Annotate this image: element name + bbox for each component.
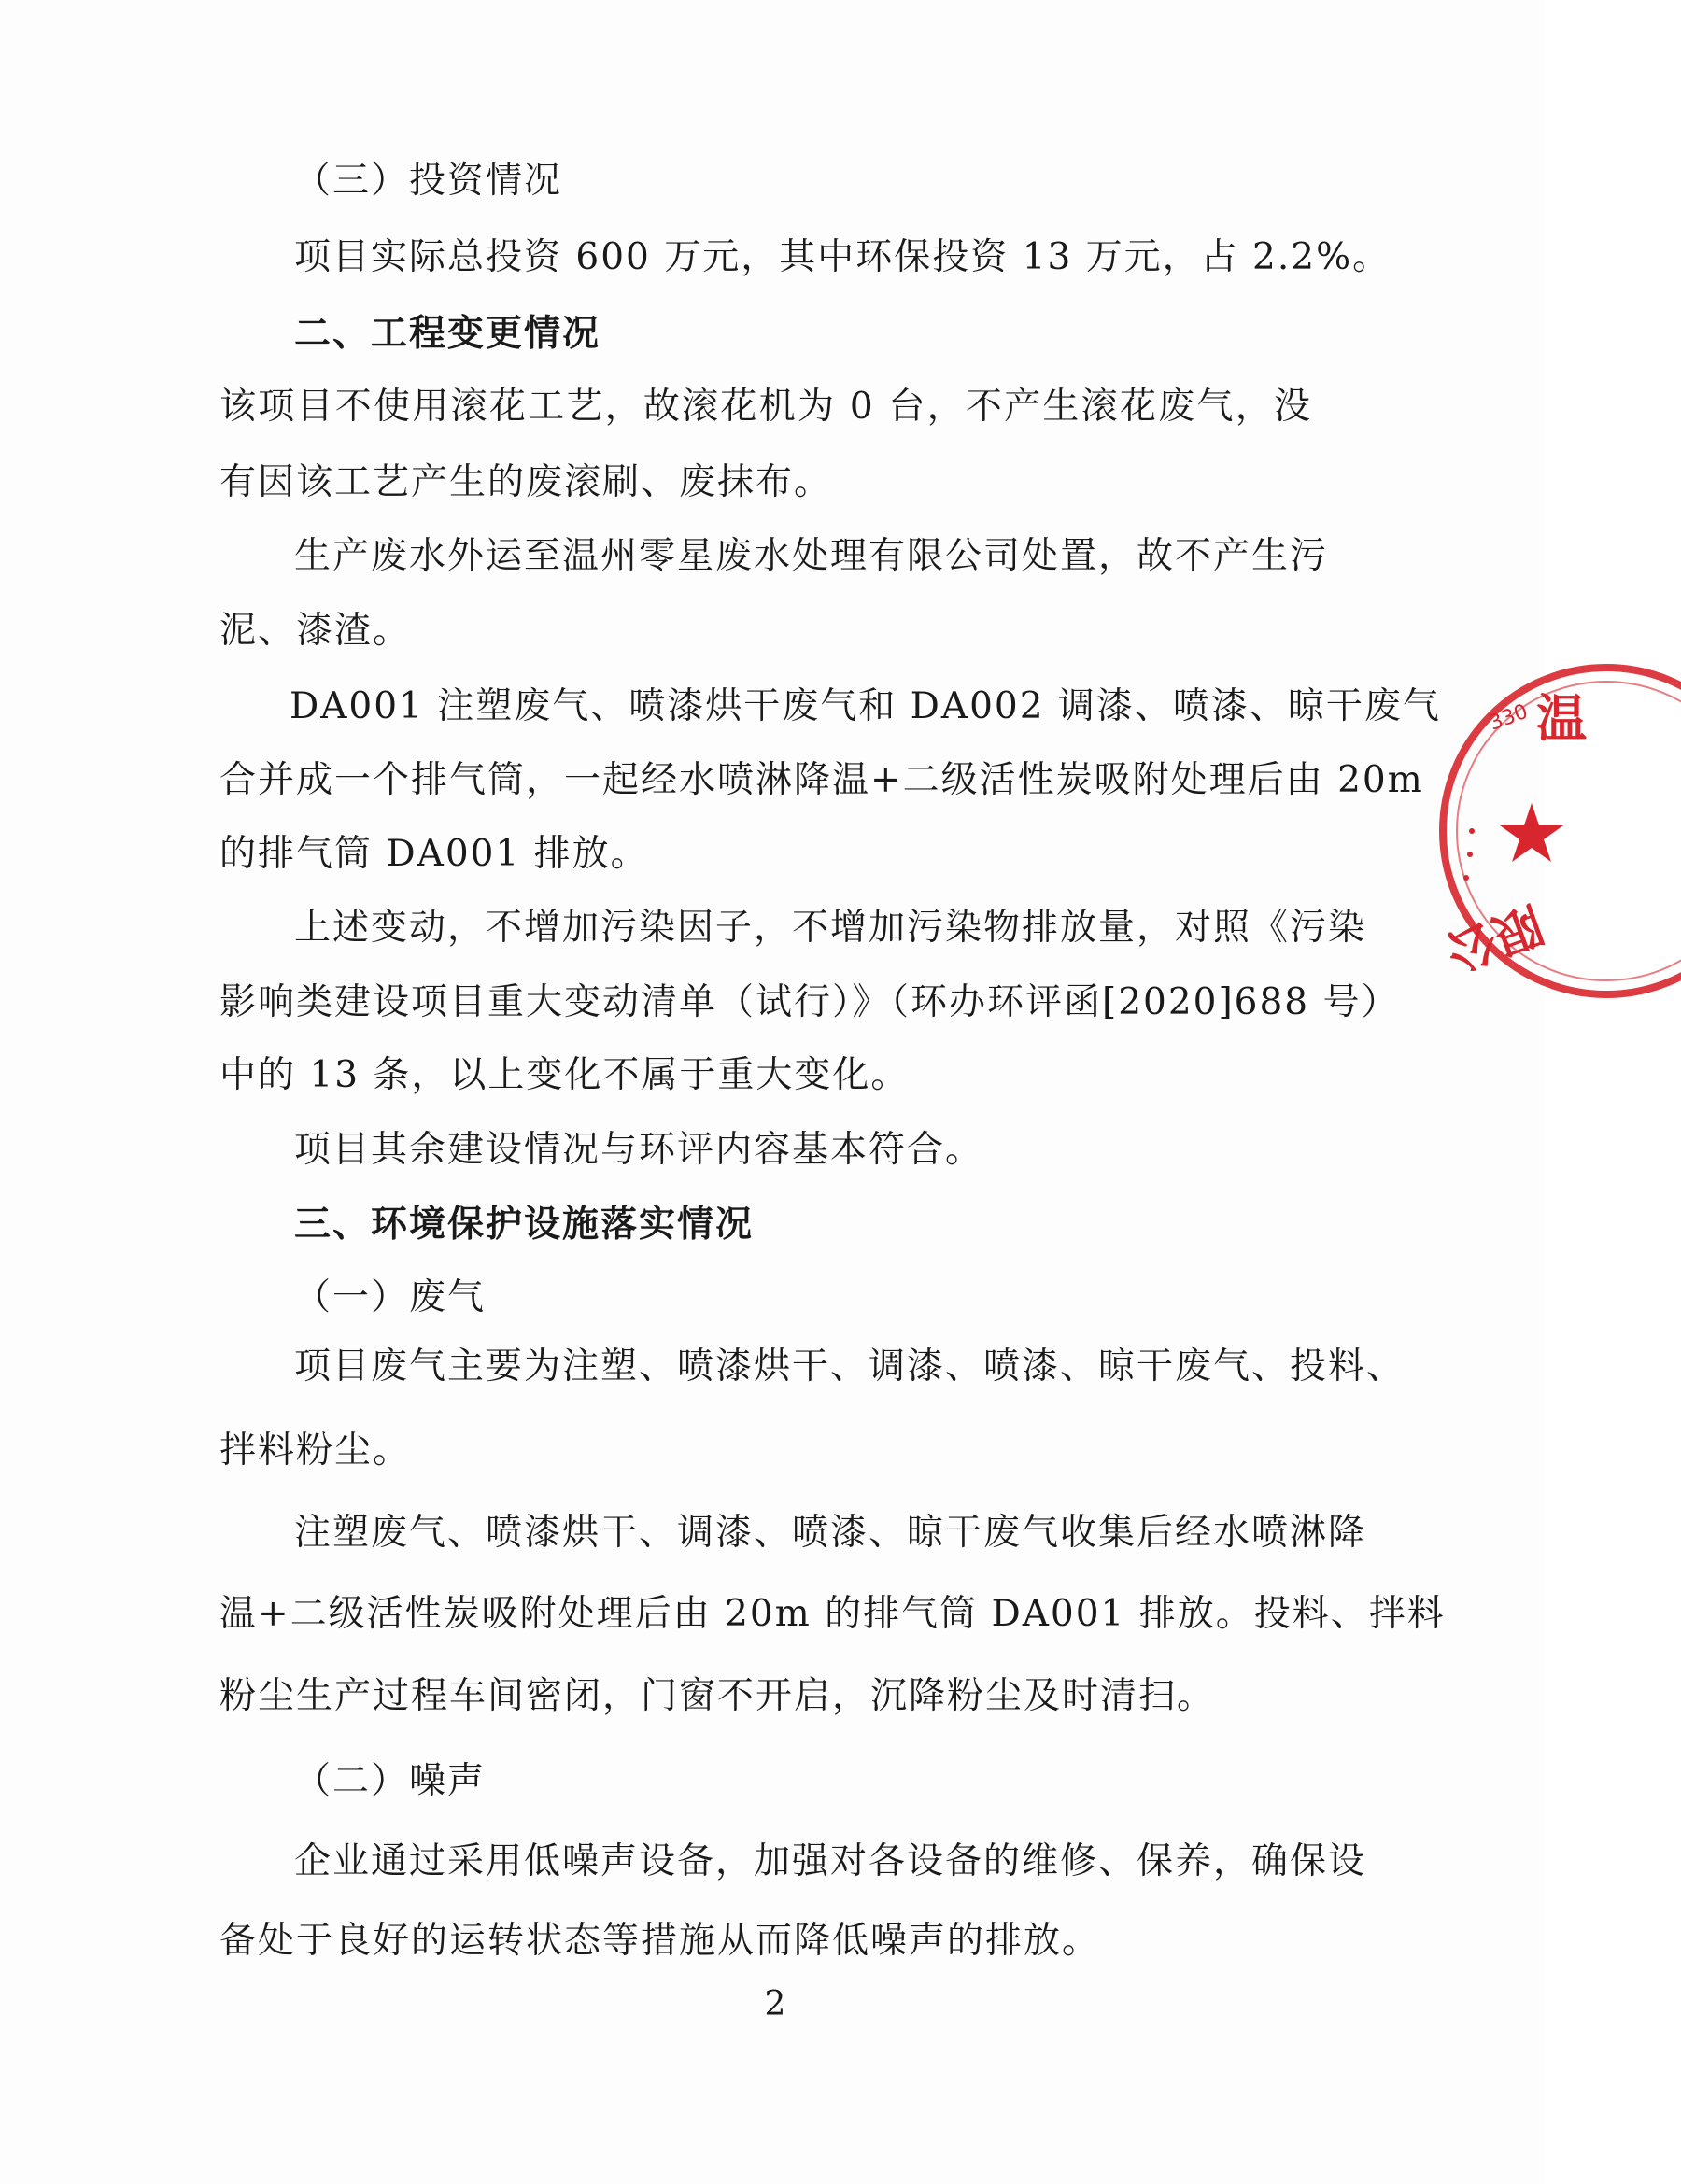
paragraph-line: 注塑废气、喷漆烘干、调漆、喷漆、晾干废气收集后经水喷淋降 [294, 1512, 1367, 1554]
subsection-heading-exhaust: （一）废气 [294, 1276, 487, 1318]
paragraph-line: 该项目不使用滚花工艺，故滚花机为 0 台，不产生滚花废气，没 [219, 386, 1312, 428]
stamp-char-text: 温 [1536, 689, 1587, 748]
paragraph-line: 的排气筒 DA001 排放。 [219, 833, 649, 875]
stamp-char-text: 限公 [1439, 895, 1550, 981]
paragraph-line: 合并成一个排气筒，一起经水喷淋降温+二级活性炭吸附处理后由 20m [219, 759, 1424, 801]
paragraph-line: 备处于良好的运转状态等措施从而降低噪声的排放。 [219, 1920, 1101, 1962]
paragraph-line: 生产废水外运至温州零星废水处理有限公司处置，故不产生污 [294, 535, 1329, 577]
paragraph-line: 上述变动，不增加污染因子，不增加污染物排放量，对照《污染 [294, 907, 1367, 949]
section-heading-changes: 二、工程变更情况 [294, 312, 601, 355]
page-number: 2 [764, 1985, 786, 2023]
paragraph-line: DA001 注塑废气、喷漆烘干废气和 DA002 调漆、喷漆、晾干废气 [290, 685, 1441, 727]
paragraph-line: 拌料粉尘。 [219, 1430, 412, 1472]
stamp-code-text: 330 [1486, 699, 1532, 736]
paragraph-line: 项目其余建设情况与环评内容基本符合。 [294, 1129, 984, 1171]
section-heading-investment: （三）投资情况 [294, 160, 563, 202]
paragraph-line: 中的 13 条，以上变化不属于重大变化。 [219, 1054, 910, 1096]
subsection-heading-noise: （二）噪声 [294, 1760, 487, 1802]
paragraph-line: 项目废气主要为注塑、喷漆烘干、调漆、喷漆、晾干废气、投料、 [294, 1346, 1406, 1388]
paragraph-line: 泥、漆渣。 [219, 610, 412, 652]
paragraph-line: 有因该工艺产生的废滚刷、废抹布。 [219, 461, 833, 503]
paragraph-line: 影响类建设项目重大变动清单（试行）》（环办环评函[2020]688 号） [219, 981, 1400, 1023]
paragraph-line: 粉尘生产过程车间密闭，门窗不开启，沉降粉尘及时清扫。 [219, 1675, 1216, 1717]
paragraph-line: 企业通过采用低噪声设备，加强对各设备的维修、保养，确保设 [294, 1840, 1367, 1882]
stamp-star-icon [1500, 803, 1563, 862]
official-seal-stamp [1438, 654, 1681, 1008]
paragraph-line: 项目实际总投资 600 万元，其中环保投资 13 万元，占 2.2%。 [294, 236, 1391, 278]
section-heading-facilities: 三、环境保护设施落实情况 [294, 1203, 755, 1246]
paragraph-line: 温+二级活性炭吸附处理后由 20m 的排气筒 DA001 排放。投料、拌料 [219, 1593, 1446, 1635]
